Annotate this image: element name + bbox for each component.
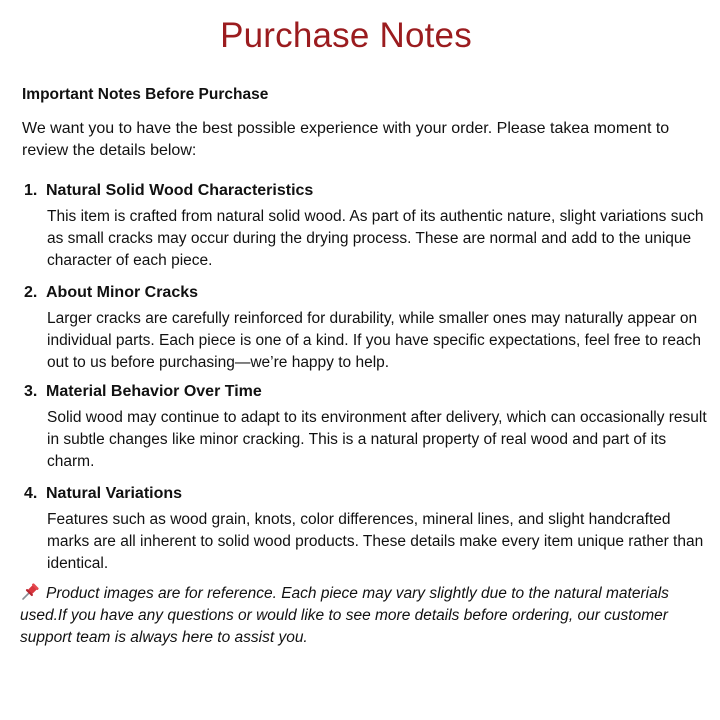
pushpin-icon [20,583,40,601]
footnote-text: Product images are for reference. Each piece may vary slightly due to the natural materials used.If you have any questions or would like to see more details before ordering, our customer support team is always here to assist you. [20,585,669,646]
section-body: Solid wood may continue to adapt to its environment after delivery, which can occasionally result in subtle changes like minor cracking. This is a natural property of real wood and part of its charm. [47,409,707,470]
notes-subheading: Important Notes Before Purchase [22,86,269,103]
footnote [20,583,700,649]
section-title: About Minor Cracks [46,284,199,301]
section-heading [24,180,714,202]
section-heading [24,282,714,304]
section-title: Material Behavior Over Time [46,383,262,400]
section-title: Natural Variations [46,485,183,502]
note-section-1 [24,180,714,272]
section-number: 3. [24,383,38,400]
intro-paragraph: We want you to have the best possible experience with your order. Please takea moment to review the details below: [22,120,670,159]
section-heading [24,483,714,505]
section-number: 4. [24,485,38,502]
page-title: Purchase Notes [220,16,472,55]
section-body: This item is crafted from natural solid wood. As part of its authentic nature, slight variations such as small cracks may occur during the drying process. These are normal and add to the unique character of each piece. [47,208,704,269]
note-section-3 [24,381,714,473]
note-section-2 [24,282,714,374]
section-number: 1. [24,182,38,199]
section-heading [24,381,714,403]
section-title: Natural Solid Wood Characteristics [46,182,314,199]
note-section-4 [24,483,714,575]
section-body: Larger cracks are carefully reinforced for durability, while smaller ones may naturally appear on individual parts. Each piece is one of a kind. If you have specific expectations, feel free to reach out to us before purchasing—we’re happy to help. [47,310,701,371]
section-number: 2. [24,284,38,301]
section-body: Features such as wood grain, knots, color differences, mineral lines, and slight handcrafted marks are all inherent to solid wood products. These details make every item unique rather than identical. [47,511,704,572]
